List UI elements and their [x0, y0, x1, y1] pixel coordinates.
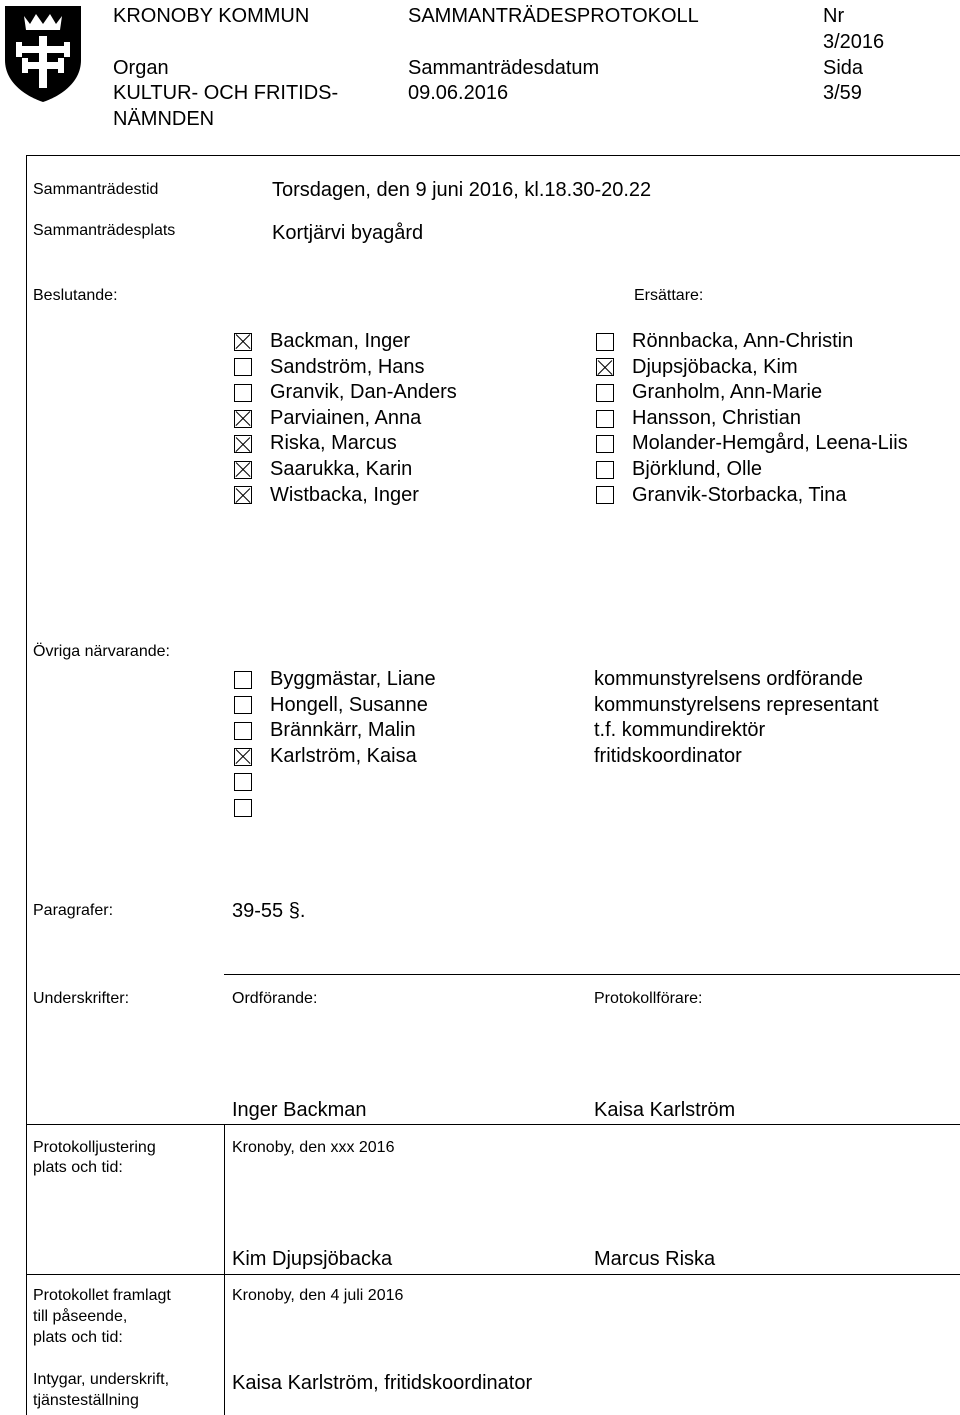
person-name: Wistbacka, Inger	[270, 483, 419, 506]
decision-makers-label: Beslutande:	[33, 287, 118, 304]
person-role: kommunstyrelsens ordförande	[594, 668, 864, 691]
empty-checkbox[interactable]	[596, 384, 614, 402]
checked-checkbox[interactable]	[596, 358, 614, 376]
person-name: Brännkärr, Malin	[270, 719, 416, 742]
checked-checkbox[interactable]	[234, 435, 252, 453]
list-item	[234, 693, 436, 719]
empty-checkbox[interactable]	[234, 799, 252, 817]
signatures-divider	[224, 974, 960, 975]
empty-checkbox[interactable]	[234, 671, 252, 689]
list-item	[234, 329, 457, 355]
adjustment-column-border	[224, 1124, 225, 1274]
checked-checkbox[interactable]	[234, 486, 252, 504]
person-name: Hongell, Susanne	[270, 693, 428, 716]
person-name: Sandström, Hans	[270, 355, 425, 378]
checked-checkbox[interactable]	[234, 748, 252, 766]
list-item	[234, 795, 436, 821]
nr-value: 3/2016	[823, 31, 885, 53]
checked-checkbox[interactable]	[234, 461, 252, 479]
list-item	[596, 457, 908, 483]
checked-checkbox[interactable]	[234, 333, 252, 351]
adjustment-label-line1: Protokolljustering	[33, 1139, 156, 1156]
list-item	[596, 380, 908, 406]
list-item	[234, 667, 436, 693]
list-item	[234, 355, 457, 381]
organ-value-line1: KULTUR- OCH FRITIDS-	[113, 82, 339, 104]
chair-label: Ordförande:	[232, 990, 318, 1007]
substitutes-label: Ersättare:	[634, 287, 704, 304]
empty-checkbox[interactable]	[234, 358, 252, 376]
list-item	[234, 718, 436, 744]
secretary-label: Protokollförare:	[594, 990, 703, 1007]
list-item	[234, 380, 457, 406]
others-present-label: Övriga närvarande:	[33, 643, 170, 660]
others-roles-list	[594, 667, 879, 821]
person-role: t.f. kommundirektör	[594, 719, 766, 742]
certification-label-line2: tjänsteställning	[33, 1392, 139, 1409]
empty-checkbox[interactable]	[234, 722, 252, 740]
nr-label: Nr	[823, 5, 845, 27]
meeting-place-label: Sammanträdesplats	[33, 222, 176, 239]
posted-label-line3: plats och tid:	[33, 1329, 123, 1346]
person-name: Granholm, Ann-Marie	[632, 381, 823, 404]
list-item	[234, 769, 436, 795]
chair-name: Inger Backman	[232, 1099, 367, 1121]
page-value: 3/59	[823, 82, 862, 104]
person-name: Byggmästar, Liane	[270, 668, 436, 691]
list-item	[596, 355, 908, 381]
adjustment-divider	[26, 1124, 960, 1125]
empty-checkbox[interactable]	[234, 384, 252, 402]
person-role	[594, 795, 879, 821]
list-item	[234, 431, 457, 457]
substitutes-list	[596, 329, 908, 508]
page-label: Sida	[823, 57, 864, 79]
header-divider	[26, 155, 960, 156]
adjuster-2-name: Marcus Riska	[594, 1248, 716, 1270]
list-item	[596, 483, 908, 509]
secretary-name: Kaisa Karlström	[594, 1099, 736, 1121]
person-name: Molander-Hemgård, Leena-Liis	[632, 432, 908, 455]
left-border	[26, 155, 27, 1415]
person-role: fritidskoordinator	[594, 745, 742, 768]
document-type: SAMMANTRÄDESPROTOKOLL	[408, 5, 699, 27]
empty-checkbox[interactable]	[596, 333, 614, 351]
list-item	[234, 406, 457, 432]
members-list	[234, 329, 457, 508]
organ-label: Organ	[113, 57, 169, 79]
paragraphs-label: Paragrafer:	[33, 902, 114, 919]
empty-checkbox[interactable]	[596, 486, 614, 504]
person-name: Granvik, Dan-Anders	[270, 381, 457, 404]
person-name: Riska, Marcus	[270, 432, 397, 455]
person-name: Karlström, Kaisa	[270, 744, 417, 767]
person-name: Granvik-Storbacka, Tina	[632, 483, 847, 506]
others-list	[234, 667, 436, 821]
posted-label-line2: till påseende,	[33, 1308, 128, 1325]
person-name: Hansson, Christian	[632, 406, 801, 429]
meeting-time-label: Sammanträdestid	[33, 181, 159, 198]
list-item	[596, 431, 908, 457]
list-item	[234, 744, 436, 770]
meeting-date-value: 09.06.2016	[408, 82, 509, 104]
empty-checkbox[interactable]	[234, 696, 252, 714]
list-item	[596, 329, 908, 355]
kronoby-coat-of-arms-icon	[2, 2, 84, 104]
certification-value: Kaisa Karlström, fritidskoordinator	[232, 1372, 533, 1394]
municipality-name: KRONOBY KOMMUN	[113, 5, 310, 27]
checked-checkbox[interactable]	[234, 410, 252, 428]
meeting-place-value: Kortjärvi byagård	[272, 222, 424, 244]
paragraphs-value: 39-55 §.	[232, 900, 306, 922]
person-role	[594, 769, 879, 795]
list-item	[234, 457, 457, 483]
posted-divider	[26, 1274, 960, 1275]
person-name: Saarukka, Karin	[270, 458, 413, 481]
certification-label-line1: Intygar, underskrift,	[33, 1371, 170, 1388]
empty-checkbox[interactable]	[596, 461, 614, 479]
posted-value: Kronoby, den 4 juli 2016	[232, 1287, 404, 1304]
signatures-label: Underskrifter:	[33, 990, 130, 1007]
empty-checkbox[interactable]	[234, 773, 252, 791]
organ-value-line2: NÄMNDEN	[113, 108, 215, 130]
date-label: Sammanträdesdatum	[408, 57, 600, 79]
person-name: Djupsjöbacka, Kim	[632, 355, 798, 378]
posted-column-border	[224, 1274, 225, 1415]
meeting-time-value: Torsdagen, den 9 juni 2016, kl.18.30-20.22	[272, 179, 652, 201]
list-item	[596, 406, 908, 432]
person-role: kommunstyrelsens representant	[594, 693, 879, 716]
person-name: Parviainen, Anna	[270, 406, 422, 429]
adjustment-label-line2: plats och tid:	[33, 1159, 123, 1176]
adjuster-1-name: Kim Djupsjöbacka	[232, 1248, 393, 1270]
empty-checkbox[interactable]	[596, 435, 614, 453]
adjustment-value: Kronoby, den xxx 2016	[232, 1139, 395, 1156]
empty-checkbox[interactable]	[596, 410, 614, 428]
list-item	[234, 483, 457, 509]
posted-label-line1: Protokollet framlagt	[33, 1287, 171, 1304]
person-name: Rönnbacka, Ann-Christin	[632, 330, 854, 353]
person-name: Björklund, Olle	[632, 458, 763, 481]
person-name: Backman, Inger	[270, 330, 411, 353]
